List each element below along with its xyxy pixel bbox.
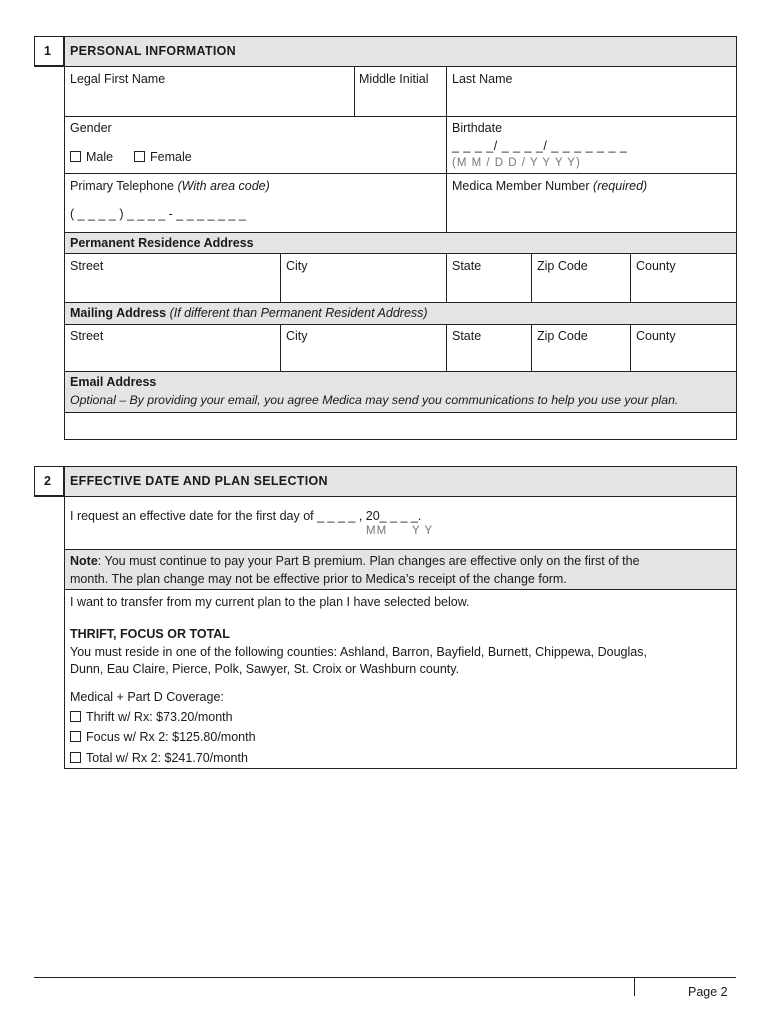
- permanent-address-heading: Permanent Residence Address: [70, 236, 254, 250]
- plan-group-title: THRIFT, FOCUS OR TOTAL: [70, 627, 230, 641]
- last-name-label: Last Name: [452, 72, 513, 86]
- permanent-zip-label: Zip Code: [537, 259, 588, 273]
- year-hint: Y Y: [412, 525, 434, 537]
- legal-first-name-label: Legal First Name: [70, 72, 166, 86]
- plan-option-total[interactable]: [70, 751, 248, 766]
- mailing-zip-field[interactable]: [532, 346, 629, 370]
- section-1-title: PERSONAL INFORMATION: [70, 44, 236, 58]
- permanent-state-field[interactable]: [447, 276, 530, 301]
- effective-date-request[interactable]: I request an effective date for the first day of _ _ _ _ , 20_ _ _ _.: [70, 509, 422, 523]
- mailing-county-label: County: [636, 329, 676, 343]
- mailing-city-field[interactable]: [281, 346, 445, 370]
- email-field[interactable]: [65, 413, 735, 438]
- female-label: Female: [150, 150, 192, 164]
- transfer-text: I want to transfer from my current plan to the plan I have selected below.: [70, 595, 470, 609]
- mailing-street-field[interactable]: [65, 346, 279, 370]
- mailing-city-label: City: [286, 329, 308, 343]
- plan-option-thrift[interactable]: [70, 710, 233, 725]
- permanent-county-field[interactable]: [631, 276, 735, 301]
- birthdate-format-hint: (M M / D D / Y Y Y Y): [452, 157, 581, 169]
- male-checkbox[interactable]: [70, 151, 81, 162]
- page-number: Page 2: [688, 985, 728, 999]
- mailing-address-heading: Mailing Address: [70, 306, 167, 320]
- focus-label: Focus w/ Rx 2: $125.80/month: [86, 730, 256, 744]
- thrift-label: Thrift w/ Rx: $73.20/month: [86, 710, 233, 724]
- birthdate-field[interactable]: _ _ _ _/ _ _ _ _/ _ _ _ _ _ _ _: [452, 139, 628, 153]
- gender-male-option[interactable]: [70, 150, 113, 165]
- permanent-city-label: City: [286, 259, 308, 273]
- focus-checkbox[interactable]: [70, 731, 81, 742]
- note-text-1: : You must continue to pay your Part B premium. Plan changes are effective only on the first of the: [97, 554, 640, 568]
- middle-initial-field[interactable]: [355, 88, 445, 115]
- middle-initial-label: Middle Initial: [359, 72, 429, 86]
- legal-first-name-field[interactable]: [65, 88, 353, 115]
- county-line-2: Dunn, Eau Claire, Pierce, Polk, Sawyer, St. Croix or Washburn county.: [70, 662, 460, 676]
- permanent-state-label: State: [452, 259, 482, 273]
- coverage-label: Medical + Part D Coverage:: [70, 690, 224, 704]
- section-2-number: 2: [44, 474, 51, 488]
- note-line-1: [70, 554, 640, 569]
- female-checkbox[interactable]: [134, 151, 145, 162]
- phone-label-group: [70, 179, 270, 194]
- mailing-street-label: Street: [70, 329, 104, 343]
- mailing-state-label: State: [452, 329, 482, 343]
- footer-divider: [634, 977, 635, 996]
- mailing-address-heading-group: [70, 306, 428, 321]
- permanent-street-label: Street: [70, 259, 104, 273]
- email-note: Optional – By providing your email, you agree Medica may send you communications to help you use your plan.: [70, 393, 679, 407]
- section-2-title: EFFECTIVE DATE AND PLAN SELECTION: [70, 474, 328, 488]
- note-line-2: month. The plan change may not be effective prior to Medica’s receipt of the change form.: [70, 572, 567, 586]
- month-hint: MM: [366, 525, 388, 537]
- mailing-zip-label: Zip Code: [537, 329, 588, 343]
- phone-note: (With area code): [177, 179, 270, 193]
- phone-field[interactable]: ( _ _ _ _ ) _ _ _ _ - _ _ _ _ _ _ _: [70, 207, 246, 221]
- thrift-checkbox[interactable]: [70, 711, 81, 722]
- last-name-field[interactable]: [447, 88, 735, 115]
- section-1-number: 1: [44, 44, 51, 58]
- member-number-label-group: [452, 179, 647, 194]
- birthdate-label: Birthdate: [452, 121, 503, 135]
- total-checkbox[interactable]: [70, 752, 81, 763]
- permanent-street-field[interactable]: [65, 276, 279, 301]
- note-label: Note: [70, 554, 98, 568]
- male-label: Male: [86, 150, 114, 164]
- permanent-city-field[interactable]: [281, 276, 445, 301]
- mailing-county-field[interactable]: [631, 346, 735, 370]
- phone-label: Primary Telephone: [70, 179, 174, 193]
- email-heading: Email Address: [70, 375, 157, 389]
- mailing-address-note: (If different than Permanent Resident Address): [169, 306, 428, 320]
- member-number-field[interactable]: [447, 196, 735, 231]
- permanent-county-label: County: [636, 259, 676, 273]
- member-number-label: Medica Member Number: [452, 179, 590, 193]
- footer-rule: [34, 977, 736, 978]
- mailing-state-field[interactable]: [447, 346, 530, 370]
- total-label: Total w/ Rx 2: $241.70/month: [86, 751, 248, 765]
- gender-label: Gender: [70, 121, 112, 135]
- plan-option-focus[interactable]: [70, 730, 256, 745]
- member-number-required: (required): [593, 179, 648, 193]
- gender-female-option[interactable]: [134, 150, 192, 165]
- permanent-zip-field[interactable]: [532, 276, 629, 301]
- county-line-1: You must reside in one of the following counties: Ashland, Barron, Bayfield, Burnett, Chippewa, Douglas,: [70, 645, 647, 659]
